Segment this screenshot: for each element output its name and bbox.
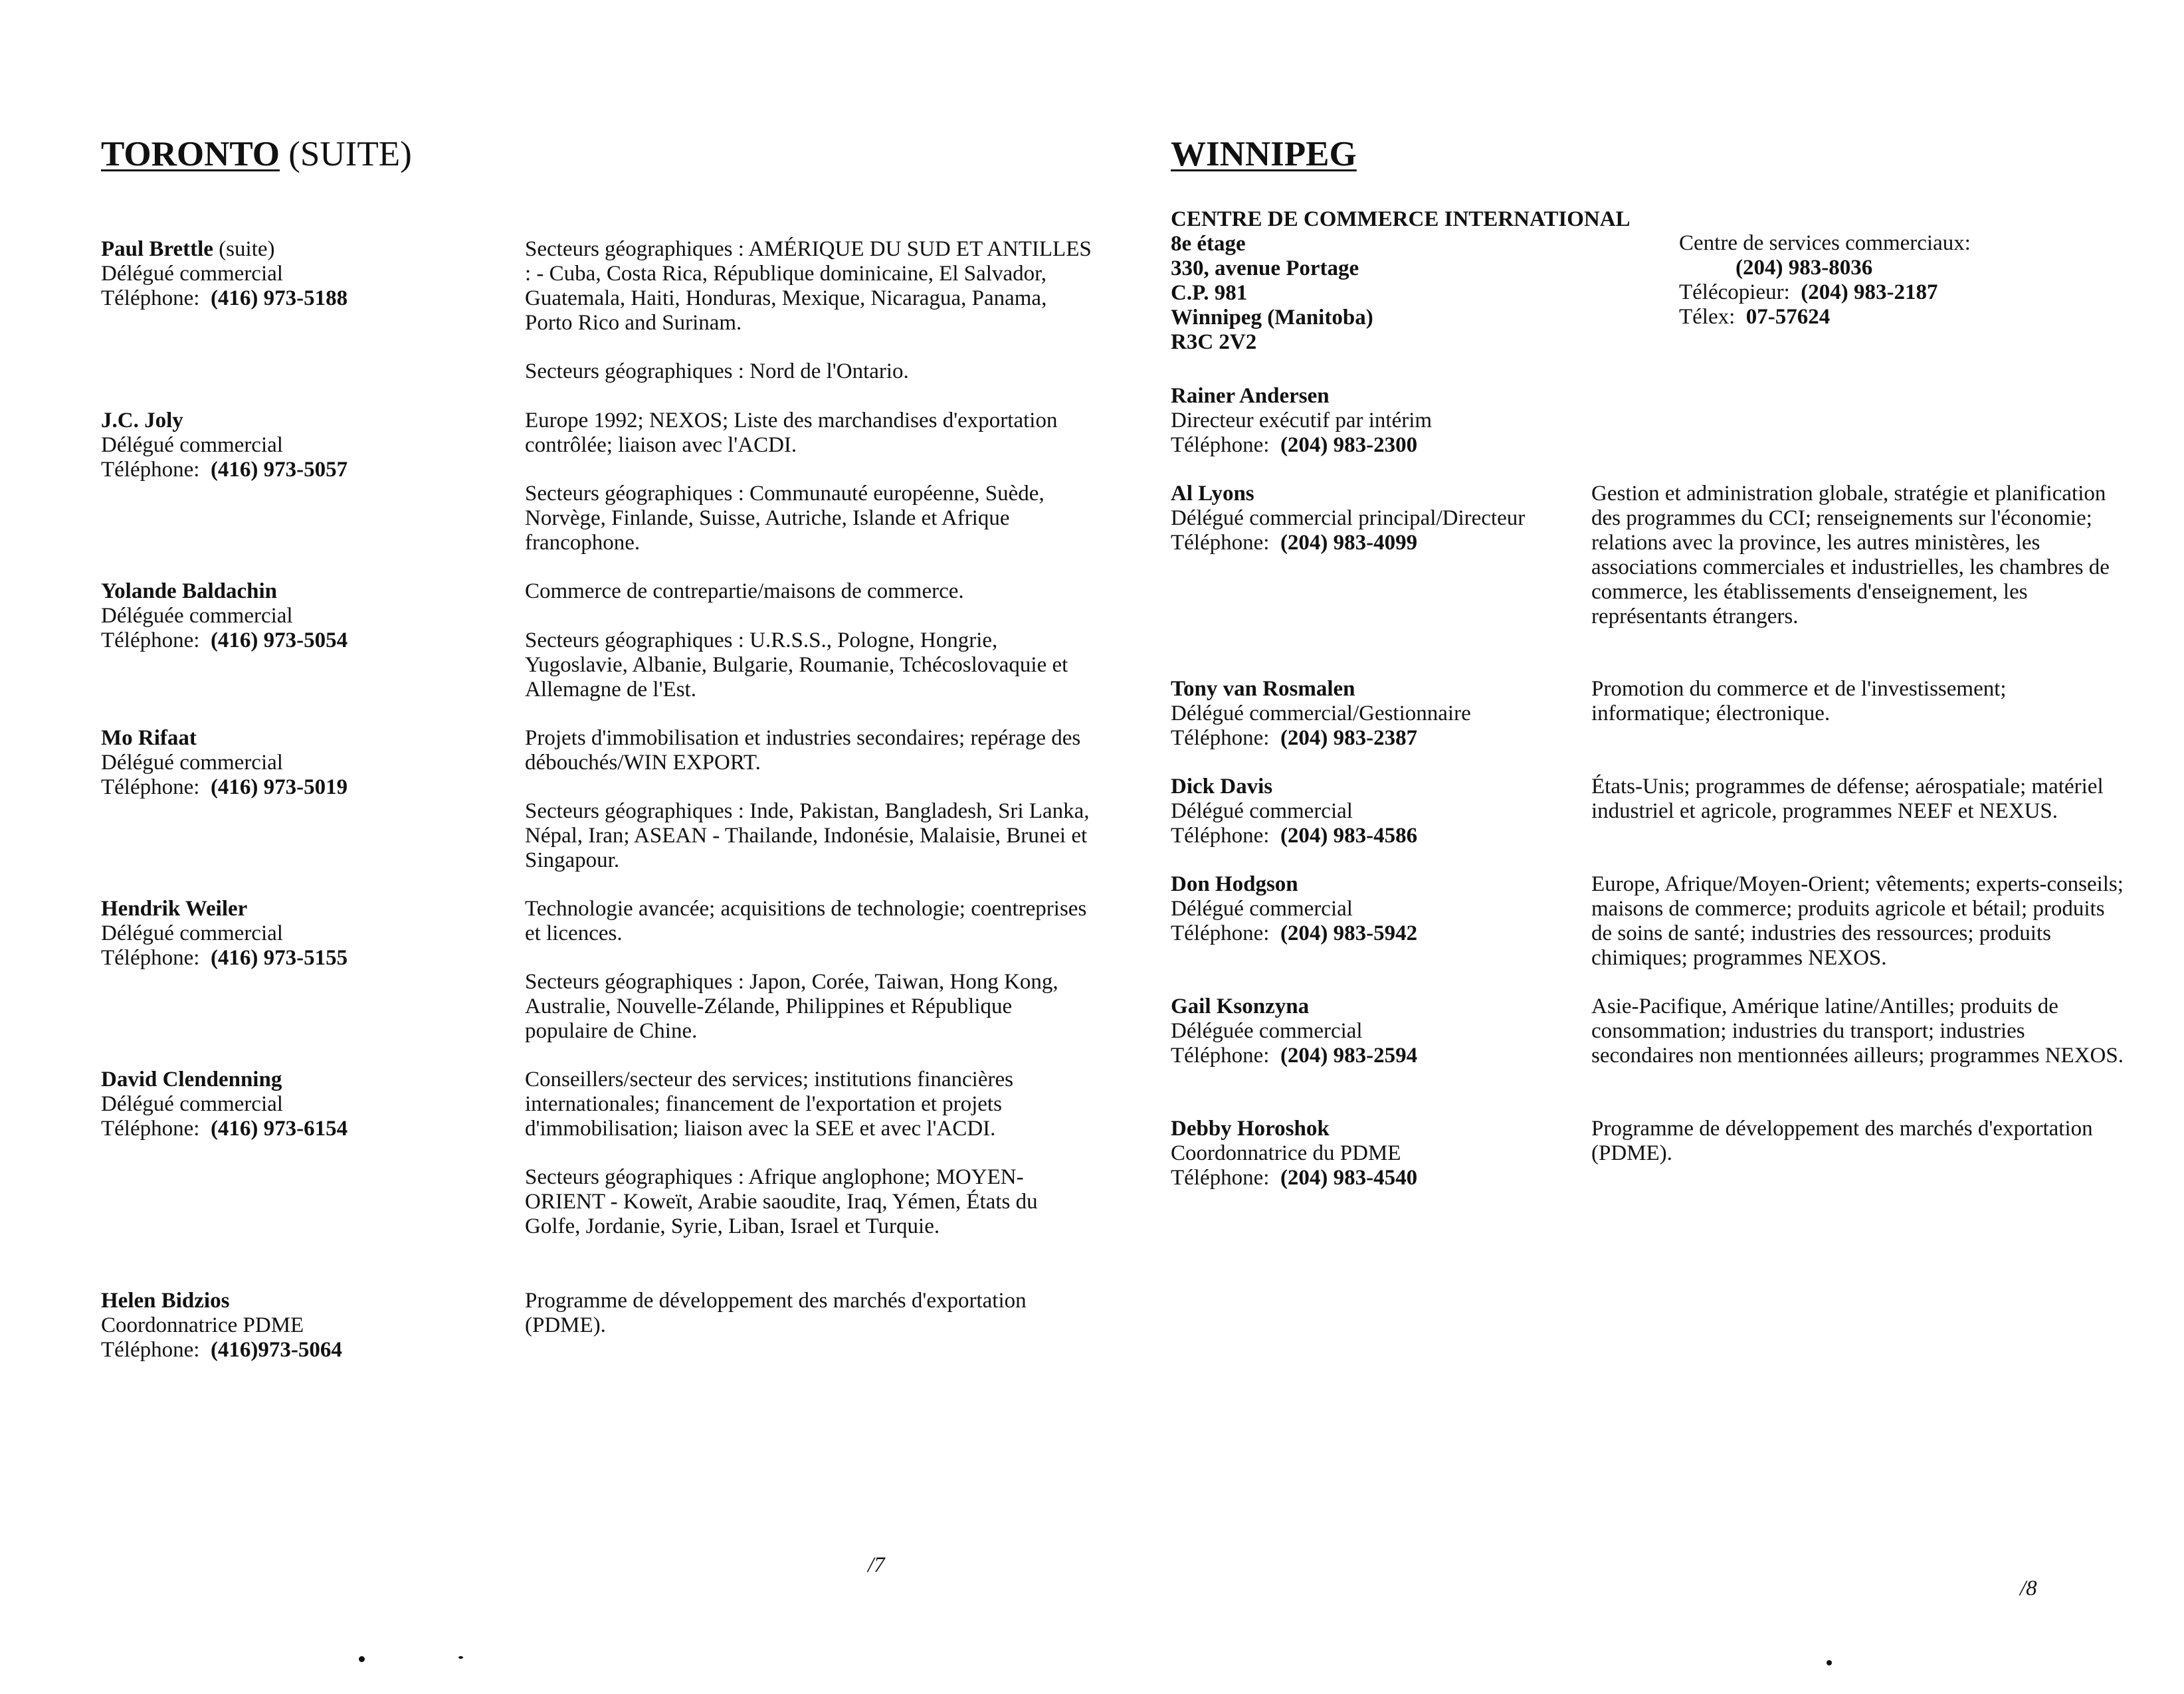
telex-number: 07-57624 bbox=[1745, 305, 1831, 329]
contact-name: Dick Davis bbox=[1171, 775, 1273, 799]
description: Projets d'immobilisation et industries secondaires; repérage des débouchés/WIN EXPORT. bbox=[525, 726, 1081, 775]
contact-entry bbox=[1171, 872, 1417, 946]
phone-label: Téléphone: bbox=[1171, 1044, 1270, 1068]
page-number: /7 bbox=[868, 1553, 885, 1577]
description: Promotion du commerce et de l'investissement; informatique; électronique. bbox=[1591, 677, 2007, 725]
contact-title: Délégué commercial bbox=[101, 1092, 283, 1116]
phone-label: Téléphone: bbox=[1171, 1166, 1270, 1190]
contact-entry bbox=[1171, 1117, 1417, 1190]
section-heading-toronto bbox=[101, 134, 412, 174]
services-label: Centre de services commerciaux: bbox=[1679, 231, 1971, 255]
contact-entry bbox=[1171, 482, 1525, 555]
office-postal: R3C 2V2 bbox=[1171, 330, 1257, 354]
phone-label: Téléphone: bbox=[1171, 921, 1270, 945]
contact-name: David Clendenning bbox=[101, 1068, 282, 1091]
contact-entry bbox=[1171, 384, 1432, 458]
contact-name: Hendrik Weiler bbox=[101, 897, 248, 921]
phone-label: Téléphone: bbox=[101, 946, 200, 970]
phone-label: Téléphone: bbox=[101, 286, 200, 310]
contact-title: Délégué commercial bbox=[101, 751, 283, 775]
contact-name: Yolande Baldachin bbox=[101, 579, 277, 603]
phone-number: (204) 983-4099 bbox=[1280, 531, 1418, 555]
contact-name: Mo Rifaat bbox=[101, 726, 197, 750]
contact-entry bbox=[101, 1289, 342, 1363]
office-name: CENTRE DE COMMERCE INTERNATIONAL bbox=[1171, 207, 1631, 231]
phone-label: Téléphone: bbox=[101, 1117, 200, 1141]
contact-title: Délégué commercial bbox=[101, 921, 283, 945]
scan-speck bbox=[458, 1656, 463, 1659]
contact-title: Délégué commercial principal/Directeur bbox=[1171, 506, 1526, 530]
contact-entry bbox=[1171, 775, 1417, 848]
phone-number: (416) 973-6154 bbox=[210, 1117, 348, 1141]
contact-title: Délégué commercial bbox=[101, 262, 283, 286]
description: Secteurs géographiques : Nord de l'Ontario. bbox=[525, 359, 909, 383]
contact-entry bbox=[101, 409, 347, 482]
contact-title: Délégué commercial/Gestionnaire bbox=[1171, 702, 1471, 725]
description: Secteurs géographiques : Inde, Pakistan, Bangladesh, Sri Lanka, Népal, Iran; ASEAN - Thailande, Indonésie, Malaisie, Brunei et Singapour. bbox=[525, 799, 1090, 872]
description: Asie-Pacifique, Amérique latine/Antilles; produits de consommation; industries du transport; industries secondaires non mentionnées ailleurs; programmes NEXOS. bbox=[1591, 994, 2124, 1068]
contact-entry bbox=[1171, 994, 1417, 1068]
phone-number: (204) 983-4540 bbox=[1280, 1166, 1418, 1190]
phone-number: (204) 983-5942 bbox=[1280, 921, 1418, 945]
telex-label: Télex: bbox=[1679, 305, 1736, 329]
contact-name: Helen Bidzios bbox=[101, 1289, 230, 1313]
phone-label: Téléphone: bbox=[101, 458, 200, 482]
contact-title: Délégué commercial bbox=[101, 433, 283, 457]
description: Commerce de contrepartie/maisons de commerce. bbox=[525, 579, 964, 603]
phone-label: Téléphone: bbox=[101, 775, 200, 799]
phone-number: (204) 983-2387 bbox=[1280, 726, 1418, 750]
contact-name: J.C. Joly bbox=[101, 409, 183, 432]
scan-speck bbox=[359, 1656, 365, 1662]
phone-number: (416) 973-5054 bbox=[210, 628, 348, 652]
phone-label: Téléphone: bbox=[1171, 726, 1270, 750]
description: Programme de développement des marchés d'exportation (PDME). bbox=[1591, 1117, 2093, 1165]
contact-entry bbox=[101, 237, 347, 311]
description: Europe, Afrique/Moyen-Orient; vêtements; experts-conseils; maisons de commerce; produits agricole et bétail; produits de soins de santé; industries des ressources; produits chimiques; programmes NEXOS. bbox=[1591, 872, 2124, 970]
city-name: TORONTO bbox=[101, 135, 280, 173]
description: Secteurs géographiques : Afrique anglophone; MOYEN-ORIENT - Koweït, Arabie saoudite, Iraq, Yémen, États du Golfe, Jordanie, Syrie, Liban, Israel et Turquie. bbox=[525, 1165, 1038, 1238]
description: Gestion et administration globale, stratégie et planification des programmes du CCI; renseignements sur l'économie; relations avec la province, les autres ministères, les associations commerciales et industrielles, les chambres de commerce, les établissements d'enseignement, les représentants étrangers. bbox=[1591, 482, 2110, 628]
services-phone: (204) 983-8036 bbox=[1736, 256, 1873, 280]
description: Secteurs géographiques : Japon, Corée, Taiwan, Hong Kong, Australie, Nouvelle-Zélande, Philippines et République populaire de Chine. bbox=[525, 970, 1058, 1043]
phone-number: (204) 983-2300 bbox=[1280, 433, 1418, 457]
contact-title: Délégué commercial bbox=[1171, 799, 1353, 823]
page-number: /8 bbox=[2020, 1576, 2037, 1600]
contact-name: Tony van Rosmalen bbox=[1171, 677, 1355, 701]
description: Programme de développement des marchés d'exportation (PDME). bbox=[525, 1289, 1027, 1337]
fax-label: Télécopieur: bbox=[1679, 280, 1790, 304]
phone-number: (416) 973-5019 bbox=[210, 775, 348, 799]
contact-title: Coordonnatrice du PDME bbox=[1171, 1141, 1401, 1165]
phone-label: Téléphone: bbox=[1171, 433, 1270, 457]
phone-number: (416) 973-5057 bbox=[210, 458, 348, 482]
office-address bbox=[1171, 207, 1631, 355]
contact-entry bbox=[1171, 677, 1471, 751]
phone-label: Téléphone: bbox=[1171, 824, 1270, 848]
contact-entry bbox=[101, 1068, 347, 1141]
contact-name: Gail Ksonzyna bbox=[1171, 994, 1310, 1018]
description: Secteurs géographiques : AMÉRIQUE DU SUD ET ANTILLES : - Cuba, Costa Rica, République dominicaine, El Salvador, Guatemala, Haiti, Honduras, Mexique, Nicaragua, Panama, Porto Rico and Surinam. bbox=[525, 237, 1092, 335]
office-street: 330, avenue Portage bbox=[1171, 256, 1359, 280]
contact-title: Délégué commercial bbox=[1171, 897, 1353, 921]
phone-number: (416) 973-5155 bbox=[210, 946, 348, 970]
description: Europe 1992; NEXOS; Liste des marchandises d'exportation contrôlée; liaison avec l'ACDI. bbox=[525, 409, 1058, 457]
services-contact bbox=[1679, 231, 1971, 329]
contact-name: Rainer Andersen bbox=[1171, 384, 1330, 408]
office-floor: 8e étage bbox=[1171, 232, 1246, 256]
phone-label: Téléphone: bbox=[1171, 531, 1270, 555]
fax-number: (204) 983-2187 bbox=[1801, 280, 1938, 304]
description: Secteurs géographiques : U.R.S.S., Pologne, Hongrie, Yugoslavie, Albanie, Bulgarie, Roumanie, Tchécoslovaquie et Allemagne de l'Est. bbox=[525, 628, 1068, 702]
description: Conseillers/secteur des services; institutions financières internationales; financement de l'exportation et projets d'immobilisation; liaison avec la SEE et avec l'ACDI. bbox=[525, 1068, 1013, 1141]
city-name: WINNIPEG bbox=[1171, 135, 1357, 173]
contact-title: Coordonnatrice PDME bbox=[101, 1313, 304, 1337]
contact-title: Déléguée commercial bbox=[101, 604, 293, 628]
contact-entry bbox=[101, 726, 347, 800]
contact-entry bbox=[101, 579, 347, 653]
scan-speck bbox=[1827, 1660, 1832, 1665]
office-po-box: C.P. 981 bbox=[1171, 281, 1248, 305]
city-suffix: (SUITE) bbox=[288, 135, 412, 173]
description: États-Unis; programmes de défense; aérospatiale; matériel industriel et agricole, programmes NEEF et NEXUS. bbox=[1591, 775, 2104, 823]
name-note: (suite) bbox=[219, 237, 275, 261]
phone-number: (416)973-5064 bbox=[210, 1338, 342, 1362]
contact-title: Déléguée commercial bbox=[1171, 1019, 1363, 1043]
contact-name: Debby Horoshok bbox=[1171, 1117, 1330, 1141]
phone-number: (416) 973-5188 bbox=[210, 286, 348, 310]
description: Technologie avancée; acquisitions de technologie; coentreprises et licences. bbox=[525, 897, 1087, 945]
phone-label: Téléphone: bbox=[101, 1338, 200, 1362]
section-heading-winnipeg bbox=[1171, 134, 1357, 174]
contact-name: Al Lyons bbox=[1171, 482, 1254, 506]
contact-name: Don Hodgson bbox=[1171, 872, 1298, 896]
description: Secteurs géographiques : Communauté européenne, Suède, Norvège, Finlande, Suisse, Autriche, Islande et Afrique francophone. bbox=[525, 482, 1044, 555]
contact-name: Paul Brettle bbox=[101, 237, 213, 261]
office-city: Winnipeg (Manitoba) bbox=[1171, 306, 1373, 329]
contact-title: Directeur exécutif par intérim bbox=[1171, 409, 1433, 432]
phone-number: (204) 983-4586 bbox=[1280, 824, 1418, 848]
phone-number: (204) 983-2594 bbox=[1280, 1044, 1418, 1068]
contact-entry bbox=[101, 897, 347, 971]
phone-label: Téléphone: bbox=[101, 628, 200, 652]
